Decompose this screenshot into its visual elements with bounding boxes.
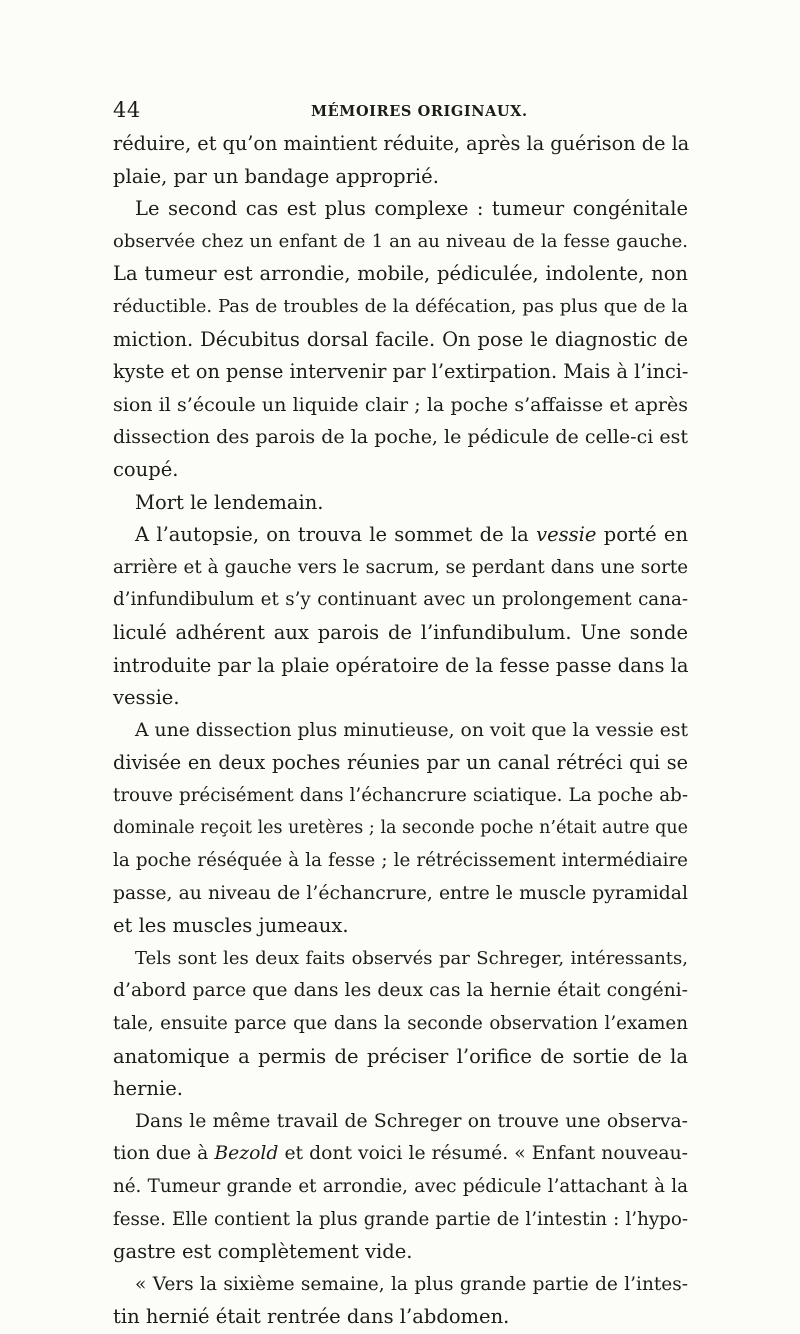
text-line: Mort le lendemain. [135,490,324,514]
text-line: d’abord parce que dans les deux cas la hernie était congéni- [113,980,688,1002]
text-line: kyste et on pense intervenir par l’extirpation. Mais à l’inci- [113,360,689,384]
text-line: divisée en deux poches réunies par un canal rétréci qui se [113,751,688,775]
text-line: d’infundibulum et s’y continuant avec un prolongement cana- [113,589,688,611]
running-head: MÉMOIRES ORIGINAUX. [311,103,528,120]
text-line: passe, au niveau de l’échancrure, entre le muscle pyramidal [113,882,688,904]
text-run: porté en [596,523,688,547]
text-line [113,519,688,552]
text-run: et dont voici le résumé. « Enfant nouveau- [278,1143,688,1165]
text-line: sion il s’écoule un liquide clair ; la poche s’affaisse et après [113,393,688,416]
text-line: La tumeur est arrondie, mobile, pédiculée, indolente, non [113,262,688,286]
body-text [113,128,688,1334]
text-line [113,1138,688,1171]
text-line: Dans le même travail de Schreger on trouve une observa- [135,1110,688,1132]
page-number: 44 [113,98,141,122]
italic-term: Bezold [214,1143,279,1165]
text-line: observée chez un enfant de 1 an au niveau de la fesse gauche. [113,230,688,252]
text-line: la poche réséquée à la fesse ; le rétrécissement intermédiaire [113,850,688,872]
text-line: liculé adhérent aux parois de l’infundibulum. Une sonde [113,620,688,644]
text-line: tale, ensuite parce que dans la seconde observation l’examen [113,1013,688,1035]
text-line: « Vers la sixième semaine, la plus grande partie de l’intes- [135,1273,688,1295]
text-line: plaie, par un bandage approprié. [113,164,439,188]
text-line: coupé. [113,457,179,481]
text-run: tion due à [113,1143,215,1165]
text-line: tin hernié était rentrée dans l’abdomen. [113,1305,510,1329]
text-line: trouve précisément dans l’échancrure sciatique. La poche ab- [113,784,688,806]
text-line: arrière et à gauche vers le sacrum, se perdant dans une sorte [113,556,688,578]
text-line: miction. Décubitus dorsal facile. On pose le diagnostic de [113,327,688,351]
text-line: réduire, et qu’on maintient réduite, après la guérison de la [113,132,690,155]
text-line: gastre est complètement vide. [113,1240,413,1264]
text-line: dissection des parois de la poche, le pédicule de celle-ci est [113,426,688,449]
text-line: hernie. [113,1077,183,1101]
text-line: anatomique a permis de préciser l’orifice de sortie de la [113,1044,688,1068]
text-line: Tels sont les deux faits observés par Schreger, intéressants, [135,947,688,969]
text-line: réductible. Pas de troubles de la défécation, pas plus que de la [113,295,688,317]
text-line: A une dissection plus minutieuse, on voit que la vessie est [135,719,688,741]
italic-term: vessie [536,523,597,547]
text-line: Le second cas est plus complexe : tumeur congénitale [135,197,688,221]
page-header [113,98,685,124]
text-line: né. Tumeur grande et arrondie, avec pédicule l’attachant à la [113,1176,688,1197]
text-run: A l’autopsie, on trouva le sommet de la [135,523,537,547]
text-line: dominale reçoit les uretères ; la seconde poche n’était autre que [113,818,688,839]
text-line: et les muscles jumeaux. [113,914,349,938]
text-line: vessie. [113,686,180,710]
text-line: introduite par la plaie opératoire de la fesse passe dans la [113,653,689,677]
text-line: fesse. Elle contient la plus grande partie de l’intestin : l’hypo- [113,1208,688,1230]
